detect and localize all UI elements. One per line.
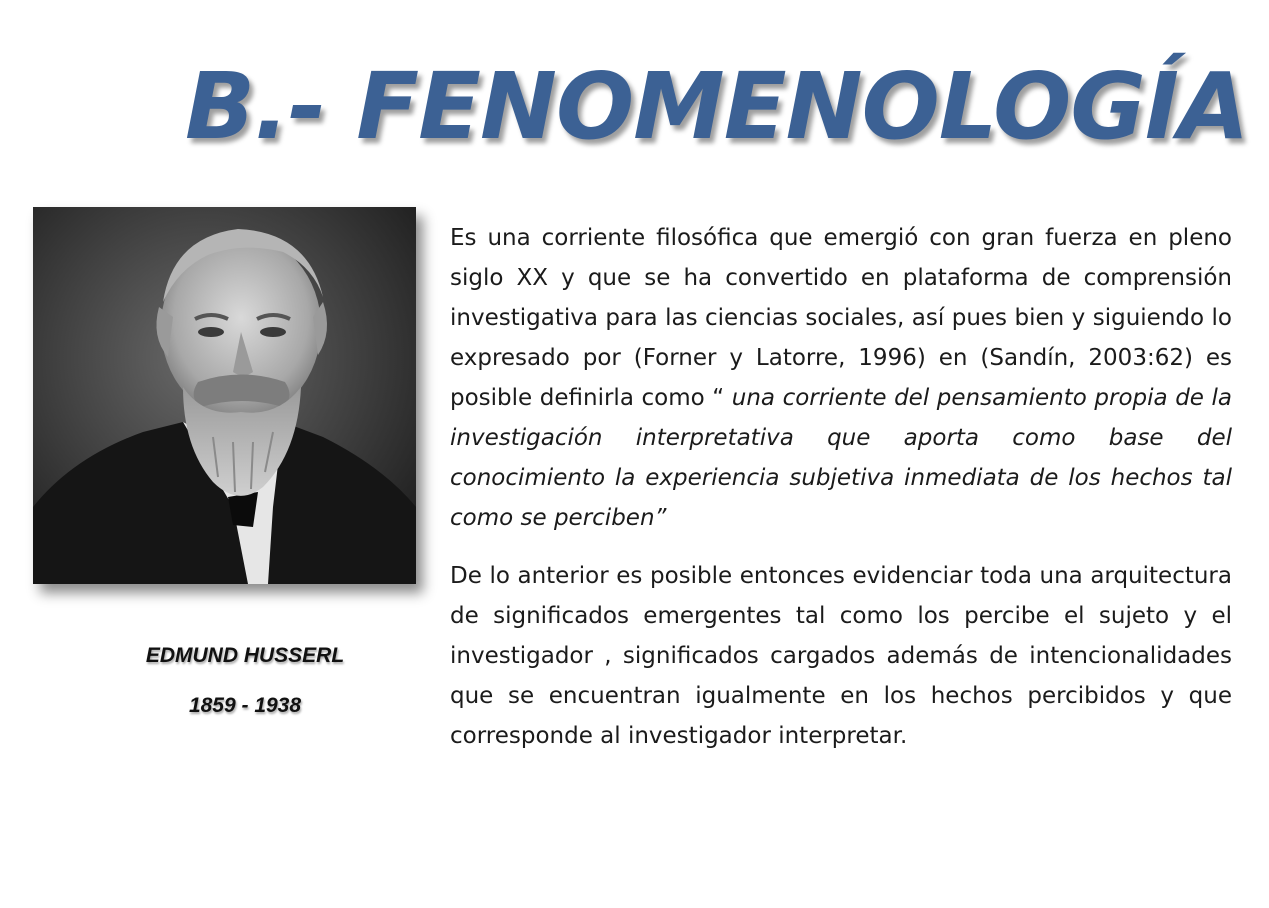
portrait-name: EDMUND HUSSERL: [145, 644, 345, 667]
definition-quote: una corriente del pensamiento propia de la investigación interpretativa que aporta como base del conocimiento la experiencia subjetiva inmediata de los hechos tal como se perciben”: [450, 385, 1233, 531]
slide-title: B.- FENOMENOLOGÍA: [185, 53, 1249, 160]
paragraph-definition-text: Es una corriente filosófica que emergió con gran fuerza en pleno siglo XX y que se ha convertido en plataforma de comprensión investigativa para las ciencias sociales, así pues bien y siguiendo lo expresado por (Forner y Latorre, 1996) en (Sandín, 2003:62) es posible definirla como “: [450, 225, 1232, 411]
paragraph-conclusion: De lo anterior es posible entonces evidenciar toda una arquitectura de significados emergentes tal como los percibe el sujeto y el investigador , significados cargados además de intencionalidades que se encuentran igualmente en los hechos percibidos y que corresponde al investigador interpretar.: [450, 563, 1232, 749]
portrait-years: 1859 - 1938: [188, 694, 302, 717]
body-text: [450, 218, 1232, 756]
portrait-photo: [33, 207, 416, 584]
paragraph-definition: [450, 218, 1232, 538]
